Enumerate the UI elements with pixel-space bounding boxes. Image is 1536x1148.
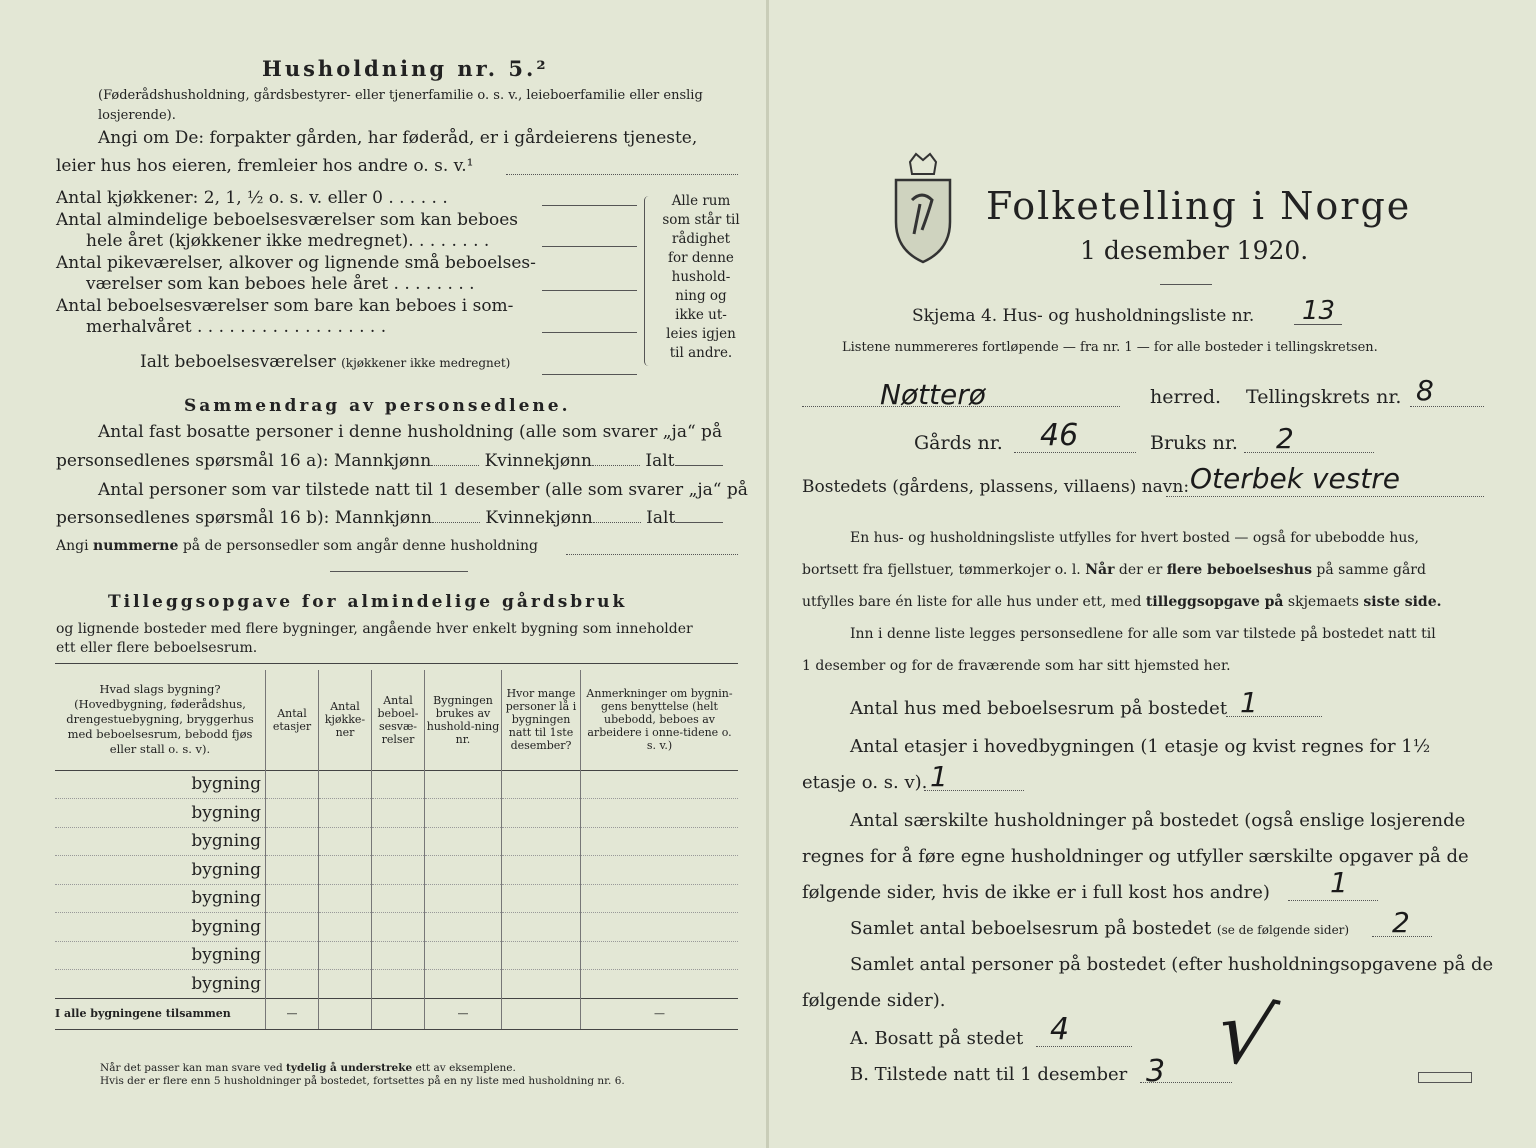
husholdn-line-2: regnes for å føre egne husholdninger og utfyller særskilte opgaver på de [802,846,1469,867]
page-fold [766,0,769,1148]
building-cell[interactable] [266,941,319,970]
numre-answer-line[interactable] [566,554,738,555]
building-cell[interactable] [266,770,319,799]
building-cell[interactable] [581,770,739,799]
building-cell[interactable] [319,856,372,885]
building-cell[interactable] [502,913,581,942]
bosatt-label: A. Bosatt på stedet [850,1028,1024,1049]
instr-4: Inn i denne liste legges personsedlene for alle som var tilstede på bostedet natt til [850,626,1436,642]
maid-answer[interactable] [542,290,637,291]
tilstede-value[interactable]: 3 [1146,1054,1166,1089]
col-building-type: Hvad slags bygning? (Hovedbygning, føderådshus, drengestuebygning, bryggerhus med beboelsesrum, bebodd fjøs eller stall o. s. v). [66,682,254,757]
angi-line-2: leier hus hos eieren, fremleier hos andre o. s. v.¹ [56,156,474,176]
building-row [55,970,738,999]
skjema-label: Skjema 4. Hus- og husholdningsliste nr. [912,306,1255,326]
bosatt-value[interactable]: 4 [1050,1012,1070,1047]
kitchens-answer[interactable] [542,205,637,206]
building-cell[interactable] [425,913,502,942]
building-row-label[interactable]: bygning [55,827,266,856]
building-cell[interactable] [502,970,581,999]
brace [644,196,653,366]
rooms-block [56,188,536,339]
rooms-summer: Antal beboelsesværelser som bare kan beboes i som- [56,295,514,316]
buildings-rows [55,770,738,998]
building-cell[interactable] [502,799,581,828]
col-household: Bygningen brukes av hushold-ning nr. [425,670,502,770]
building-cell[interactable] [425,970,502,999]
building-row-label[interactable]: bygning [55,799,266,828]
building-cell[interactable] [266,827,319,856]
ialt-rooms-label: Ialt beboelsesværelser [140,352,336,372]
building-row-label[interactable]: bygning [55,770,266,799]
col-rooms: Antal beboel-sesvæ-relser [372,670,425,770]
building-cell[interactable] [319,827,372,856]
table-top-rule [55,663,738,664]
building-row [55,941,738,970]
building-cell[interactable] [425,856,502,885]
building-row-label[interactable]: bygning [55,941,266,970]
checkmark: √ [1208,980,1283,1090]
husholdn-line-1: Antal særskilte husholdninger på bostedet (også enslige losjerende [850,810,1466,831]
household-paren: (Føderådshusholdning, gårdsbestyrer- eller tjenerfamilie o. s. v., leieboerfamilie eller enslig losjerende). [98,88,703,123]
summary-line-2: personsedlenes spørsmål 16 a): Mannkjønn Kvinnekjønn Ialt [56,451,723,471]
bosted-label: Bostedets (gårdens, plassens, villaens) navn: [802,477,1190,497]
building-cell[interactable] [372,941,425,970]
census-title: Folketelling i Norge [986,184,1412,228]
samlet-pers-1: Samlet antal personer på bostedet (efter husholdningsopgavene på de [850,954,1494,975]
footnotes [100,1062,625,1088]
rooms-kitchens: Antal kjøkkener: 2, 1, ½ o. s. v. eller 0 . . . . . . [56,188,448,208]
building-cell[interactable] [425,941,502,970]
building-cell[interactable] [502,884,581,913]
samlet-rom: Samlet antal beboelsesrum på bostedet (se de følgende sider) [850,918,1350,939]
husholdn-line-3: følgende sider, hvis de ikke er i full kost hos andre) [802,882,1270,903]
building-row [55,770,738,799]
summary-title: Sammendrag av personsedlene. [184,396,571,416]
samlet-pers-2: følgende sider). [802,990,946,1011]
rooms-ordinary-2: hele året (kjøkkener ikke medregnet). . . . . . . . [86,231,490,251]
etasjer-value[interactable]: 1 [930,760,948,793]
building-cell[interactable] [266,799,319,828]
summer-answer[interactable] [542,332,637,333]
building-cell[interactable] [502,827,581,856]
husholdn-value[interactable]: 1 [1330,866,1348,899]
ordinary-answer[interactable] [542,246,637,247]
building-row [55,884,738,913]
title-rule [1160,284,1212,285]
tillegg-title: Tilleggsopgave for almindelige gårdsbruk [108,592,628,612]
divider [330,571,468,572]
hus-value[interactable]: 1 [1240,686,1258,719]
building-cell[interactable] [581,799,739,828]
building-row-label[interactable]: bygning [55,970,266,999]
building-cell[interactable] [372,827,425,856]
angi-numre: Angi nummerne på de personsedler som angår denne husholdning [56,538,538,554]
summary-line-3: Antal personer som var tilstede natt til 1 desember (alle som svarer „ja“ på [98,480,748,500]
building-cell[interactable] [502,941,581,970]
instr-5: 1 desember og for de fraværende som har sitt hjemsted her. [802,658,1231,674]
col-kitchens: Antal kjøkke-ner [319,670,372,770]
building-row-label[interactable]: bygning [55,913,266,942]
building-cell[interactable] [319,970,372,999]
col-floors: Antal etasjer [266,670,319,770]
building-cell[interactable] [425,827,502,856]
building-cell[interactable] [319,770,372,799]
building-cell[interactable] [502,770,581,799]
building-cell[interactable] [581,941,739,970]
bruks-value[interactable]: 2 [1276,422,1294,455]
herred-label: herred. [1150,386,1222,408]
building-cell[interactable] [266,970,319,999]
ialt-rooms [140,352,510,372]
building-cell[interactable] [372,884,425,913]
skjema-value[interactable]: 13 [1302,296,1336,326]
gards-label: Gårds nr. [914,432,1003,454]
norway-coat-of-arms-icon [890,152,956,264]
instr-2: bortsett fra fjellstuer, tømmerkojer o. l. Når der er flere beboelseshus på samme gård [802,562,1426,578]
building-cell[interactable] [425,799,502,828]
summary-line-4: personsedlenes spørsmål 16 b): Mannkjønn Kvinnekjønn Ialt [56,508,723,528]
herred-value[interactable]: Nøtterø [880,378,986,411]
household-title: Husholdning nr. 5.² [262,56,549,81]
ialt-rooms-answer[interactable] [542,374,637,375]
total-household: — [425,998,502,1029]
hus-label: Antal hus med beboelsesrum på bostedet [850,698,1228,719]
ialt-rooms-note: (kjøkkener ikke medregnet) [341,356,511,370]
building-row-label[interactable]: bygning [55,884,266,913]
building-cell[interactable] [266,856,319,885]
tilstede-label: B. Tilstede natt til 1 desember [850,1064,1128,1085]
rooms-ordinary: Antal almindelige beboelsesværelser som kan beboes [56,209,518,230]
building-cell[interactable] [372,799,425,828]
nummereres: Listene nummereres fortløpende — fra nr. 1 — for alle bosteder i tellingskretsen. [842,340,1378,355]
col-persons: Hvor mange personer lå i bygningen natt til 1ste desember? [502,670,581,770]
building-cell[interactable] [266,884,319,913]
summary-line-1: Antal fast bosatte personer i denne husholdning (alle som svarer „ja“ på [98,422,723,442]
etasjer-line-2: etasje o. s. v). [802,772,928,793]
census-date: 1 desember 1920. [1080,236,1309,265]
building-cell[interactable] [502,856,581,885]
building-cell[interactable] [319,941,372,970]
etasjer-line-1: Antal etasjer i hovedbygningen (1 etasje og kvist regnes for 1½ [850,736,1431,757]
tillegg-text: og lignende bosteder med flere bygninger, angående hver enkelt bygning som inneholder ett eller flere beboelsesrum. [56,621,693,656]
krets-label: Tellingskrets nr. [1246,386,1402,408]
buildings-table [55,670,738,1030]
instr-3: utfylles bare én liste for alle hus under ett, med tilleggsopgave på skjemaets siste side. [802,594,1442,610]
bosted-value[interactable]: Oterbek vestre [1190,462,1400,495]
footnote-1: Når det passer kan man svare ved tydelig å understreke ett av eksemplene. [100,1062,516,1074]
samlet-rom-value[interactable]: 2 [1392,906,1410,939]
building-cell[interactable] [372,856,425,885]
building-cell[interactable] [372,913,425,942]
building-cell[interactable] [581,827,739,856]
building-cell[interactable] [266,913,319,942]
angi-answer-line[interactable] [506,174,738,175]
building-cell[interactable] [372,970,425,999]
rooms-maid: Antal pikeværelser, alkover og lignende små beboelses- [56,252,536,273]
building-row [55,799,738,828]
building-cell[interactable] [581,913,739,942]
col-remarks: Anmerkninger om bygnin-gens benyttelse (helt ubebodd, beboes av arbeidere i onne-tidene o. s. v.) [581,670,739,770]
building-cell[interactable] [319,884,372,913]
building-row [55,827,738,856]
building-cell[interactable] [319,799,372,828]
building-cell[interactable] [581,884,739,913]
building-row [55,856,738,885]
footnote-2: Hvis der er flere enn 5 husholdninger på bostedet, fortsettes på en ny liste med husholdning nr. 6. [100,1075,625,1087]
building-cell[interactable] [581,856,739,885]
building-cell[interactable] [372,770,425,799]
total-label: I alle bygningene tilsammen [55,998,266,1029]
rooms-maid-2: værelser som kan beboes hele året . . . . . . . . [86,274,475,294]
rooms-summer-2: merhalvåret . . . . . . . . . . . . . . . . . . [86,317,387,337]
gards-value[interactable]: 46 [1040,418,1079,453]
total-row [55,998,738,1029]
bruks-label: Bruks nr. [1150,432,1238,454]
side-note: Alle rum som står til rådighet for denne hushold- ning og ikke ut- leies igjen til andre. [662,193,740,361]
building-cell[interactable] [425,770,502,799]
total-remarks: — [581,998,739,1029]
instr-1: En hus- og husholdningsliste utfylles for hvert bosted — også for ubebodde hus, [850,530,1419,546]
total-floors: — [266,998,319,1029]
building-cell[interactable] [425,884,502,913]
building-cell[interactable] [319,913,372,942]
printer-stamp-icon [1418,1072,1472,1083]
krets-value[interactable]: 8 [1416,374,1434,407]
angi-line-1: Angi om De: forpakter gården, har føderåd, er i gårdeierens tjeneste, [98,128,698,148]
building-cell[interactable] [581,970,739,999]
building-row [55,913,738,942]
building-row-label[interactable]: bygning [55,856,266,885]
